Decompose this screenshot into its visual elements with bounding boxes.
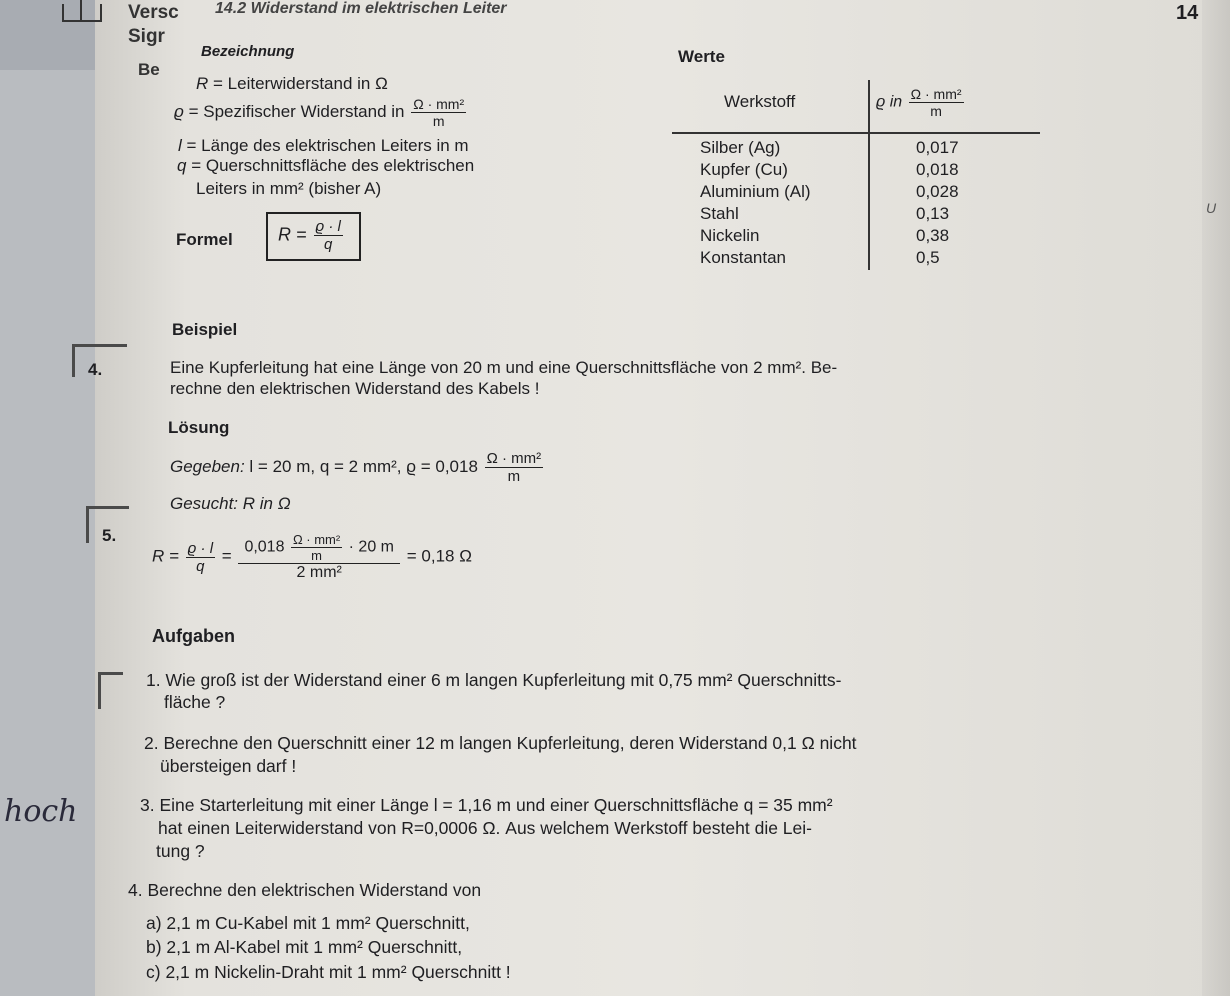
task-4-b: b) 2,1 m Al-Kabel mit 1 mm² Querschnitt,	[146, 937, 463, 957]
def-l-symbol: l	[178, 136, 182, 155]
task-4-line-1: 4. Berechne den elektrischen Widerstand von	[128, 880, 482, 900]
task-4-c: c) 2,1 m Nickelin-Draht mit 1 mm² Querschnitt !	[146, 962, 511, 982]
sought-line: Gesucht: R in Ω	[170, 494, 291, 513]
given-line: Gegeben: l = 20 m, q = 2 mm², ϱ = 0,018 $\frac{\text{Ω · mm²}}{m}$	[170, 450, 542, 485]
table-row: Aluminium (Al) 0,028	[700, 182, 959, 201]
task-3-line-1: 3. Eine Starterleitung mit einer Länge l = 1,16 m und einer Querschnittsfläche q = 35 mm²	[140, 795, 833, 815]
col-rho: ϱ in $\frac{\text{Ω · mm²}}{m}$	[876, 86, 962, 119]
def-q	[177, 156, 474, 176]
def-q-symbol: q	[177, 156, 187, 175]
page-right-edge	[1202, 0, 1230, 996]
def-l	[178, 136, 469, 156]
def-l-text: = Länge des elektrischen Leiters in m	[186, 136, 469, 155]
table-row: Nickelin 0,38	[700, 226, 950, 245]
col-material: Werkstoff	[724, 92, 796, 111]
label-formel: Formel	[176, 230, 233, 249]
table-row: Konstantan 0,5	[700, 248, 940, 267]
cut-word-2: Sigr	[128, 26, 165, 47]
tasks-heading: Aufgaben	[152, 626, 235, 646]
table-row: Kupfer (Cu) 0,018	[700, 160, 959, 179]
task-3-line-2: hat einen Leiterwiderstand von R=0,0006 Ω. Aus welchem Werkstoff besteht die Lei-	[158, 818, 812, 838]
task-2-line-2: übersteigen darf !	[160, 756, 297, 776]
margin-number-5: 5.	[102, 526, 117, 545]
right-margin-glyph: U	[1206, 200, 1217, 216]
def-rho-symbol: ϱ	[174, 101, 184, 121]
formula-fraction: $\frac{ϱ \cdot l}{q}$	[315, 218, 341, 253]
def-rho	[174, 96, 468, 129]
calc-line: R = $\frac{ϱ \cdot l}{q}$ = 0,018 $\frac{\text{Ω · mm²}}{m}$ · 20 m 2 mm² = 0,18 Ω	[152, 532, 472, 581]
def-q-text: = Querschnittsfläche des elektrischen	[191, 156, 475, 175]
def-q-cont: Leiters in mm² (bisher A)	[196, 179, 382, 198]
label-werte: Werte	[678, 47, 725, 66]
book-icon	[62, 4, 102, 22]
handwritten-note: hoch	[4, 794, 78, 829]
task-4-a: a) 2,1 m Cu-Kabel mit 1 mm² Querschnitt,	[146, 913, 470, 933]
def-R-symbol: R	[196, 74, 209, 93]
label-bezeichnung: Bezeichnung	[201, 43, 295, 60]
formula-lhs: R =	[278, 224, 307, 245]
margin-number-4: 4.	[88, 360, 103, 379]
task-3-line-3: tung ?	[156, 841, 205, 861]
solution-heading: Lösung	[168, 418, 230, 437]
def-R	[196, 74, 388, 94]
task-1-line-1: 1. Wie groß ist der Widerstand einer 6 m langen Kupferleitung mit 0,75 mm² Querschnitts-	[146, 670, 842, 690]
cut-word-3: Be	[138, 60, 160, 79]
example-heading: Beispiel	[172, 320, 238, 339]
example-text-1: Eine Kupferleitung hat eine Länge von 20 m und eine Querschnittsfläche von 2 mm². Be-	[170, 358, 838, 377]
example-text-2: rechne den elektrischen Widerstand des Kabels !	[170, 379, 540, 398]
task-1-line-2: fläche ?	[164, 692, 226, 712]
task-2-line-1: 2. Berechne den Querschnitt einer 12 m langen Kupferleitung, deren Widerstand 0,1 Ω nicht	[144, 733, 857, 753]
cut-word-1: Versc	[128, 2, 179, 23]
material-table	[672, 80, 1040, 270]
section-title: 14.2 Widerstand im elektrischen Leiter	[215, 0, 507, 17]
material-table-header	[672, 80, 1040, 134]
margin-bracket-task	[98, 672, 123, 709]
table-row: Stahl 0,13	[700, 204, 950, 223]
def-rho-text: = Spezifischer Widerstand in	[188, 101, 405, 121]
page-number: 14	[1176, 2, 1199, 24]
table-row: Silber (Ag) 0,017	[700, 138, 959, 157]
def-R-text: = Leiterwiderstand in Ω	[213, 74, 388, 93]
formula-box	[266, 212, 361, 261]
def-rho-unit: $\frac{\text{Ω · mm²}}{m}$	[413, 96, 465, 129]
